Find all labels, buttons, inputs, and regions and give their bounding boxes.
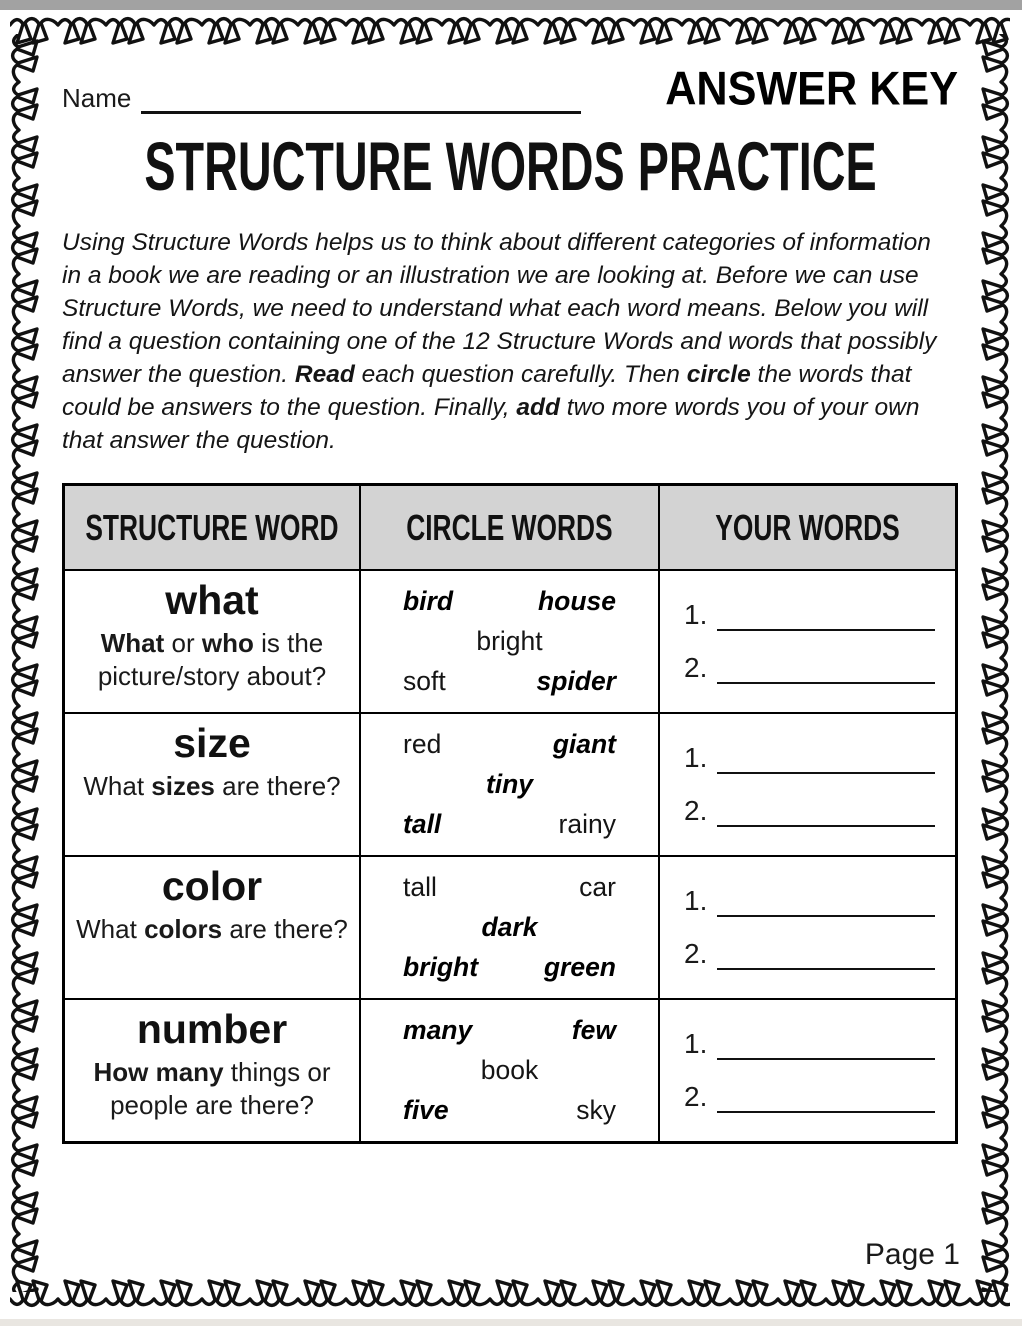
structure-word: color [161,863,263,909]
answer-blank-line [717,603,935,631]
table-row [65,569,955,712]
circle-words-line [361,666,658,697]
circle-word-answer: bird [403,586,454,616]
your-words-number: 2. [684,1080,708,1112]
answer-blank-line [717,942,935,970]
your-words-line [684,599,955,631]
structure-word-question: What sizes are there? [83,771,341,801]
header-your-words-label: YOUR WORDS [715,506,900,548]
circle-words-cell [361,712,660,855]
circle-word: soft [403,666,446,696]
circle-word-answer: dark [481,912,538,942]
header-circle-words [361,486,660,569]
circle-words-cell [361,569,660,712]
circle-word: sky [576,1095,616,1125]
circle-word: bright [476,626,543,656]
circle-words-line [361,769,658,800]
doodle-border-left [10,34,44,1292]
structure-word-cell [65,998,361,1141]
doodle-border-bottom [10,1274,1010,1308]
table-row [65,855,955,998]
instructions-paragraph: Using Structure Words helps us to think about different categories of information in a book we are reading or an illustration we are looking at. Before we can use Structure Words, we need to understand what each word means. Below you will find a question containing one of the 12 Structure Words and words that possibly answer the question. Read each question carefully. Then circle the words that could be answers to the question. Finally, add two more words you of your own that answer the question. [62,229,937,454]
circle-word-answer: tiny [485,769,534,799]
scan-edge-bottom [0,1319,1022,1326]
circle-word: rainy [558,809,616,839]
circle-words-line [361,1055,658,1086]
your-words-line [684,1028,955,1060]
circle-words-line [361,872,658,903]
your-words-cell [660,712,955,855]
your-words-line [684,885,955,917]
scan-edge-top [0,0,1022,10]
page-number: Page 1 [864,1238,960,1271]
your-words-number: 2. [684,794,708,826]
table-row [65,998,955,1141]
circle-word: car [579,872,616,902]
your-words-number: 1. [684,742,708,774]
structure-word-cell [65,855,361,998]
header-your-words [660,486,955,569]
answer-blank-line [717,1032,935,1060]
circle-words-line [361,809,658,840]
your-words-number: 1. [684,1028,708,1060]
circle-word-answer: many [403,1015,473,1045]
circle-words-line [361,729,658,760]
structure-word: number [136,1006,288,1052]
answer-blank-line [717,1085,935,1113]
answer-key-label: ANSWER KEY [665,61,958,115]
structure-word-question: What or who is the picture/story about? [97,628,327,691]
circle-word-answer: house [537,586,616,616]
circle-word-answer: tall [403,809,442,839]
circle-words-line [361,626,658,657]
answer-blank-line [717,799,935,827]
your-words-number: 2. [684,937,708,969]
circle-word-answer: giant [552,729,616,759]
your-words-line [684,938,955,970]
worksheet-content [62,58,958,1144]
circle-word-answer: bright [403,952,479,982]
your-words-line [684,1081,955,1113]
circle-words-line [361,586,658,617]
your-words-cell [660,569,955,712]
structure-word-question: What colors are there? [76,914,348,944]
circle-word: red [403,729,442,759]
circle-words-line [361,952,658,983]
your-words-cell [660,998,955,1141]
circle-word: book [480,1055,539,1085]
worksheet-header [62,58,958,116]
table-header-row [65,486,955,569]
circle-word-answer: five [403,1095,449,1125]
answer-blank-line [717,746,935,774]
your-words-number: 1. [684,599,708,631]
name-blank-line [141,87,581,114]
circle-word-answer: few [571,1015,616,1045]
circle-words-line [361,1015,658,1046]
table-row [65,712,955,855]
circle-words-cell [361,998,660,1141]
structure-word: size [173,720,251,766]
circle-words-line [361,912,658,943]
your-words-line [684,795,955,827]
header-circle-words-label: CIRCLE WORDS [406,506,613,548]
circle-word: tall [403,872,437,902]
structure-words-table [62,483,958,1144]
header-structure-word [65,486,361,569]
name-field [62,83,581,116]
title-wrap [62,128,958,206]
circle-words-line [361,1095,658,1126]
your-words-cell [660,855,955,998]
answer-blank-line [717,889,935,917]
header-structure-word-label: STRUCTURE WORD [85,506,339,548]
name-label: Name [62,83,132,113]
structure-word-question: How many things or people are there? [93,1057,331,1120]
doodle-border-top [10,16,1010,50]
table-body [65,569,955,1141]
your-words-number: 1. [684,885,708,917]
structure-word: what [165,577,259,623]
page-title: STRUCTURE WORDS PRACTICE [143,128,877,206]
structure-word-cell [65,712,361,855]
doodle-border-right [976,34,1010,1292]
circle-word-answer: spider [536,666,616,696]
your-words-number: 2. [684,651,708,683]
your-words-line [684,652,955,684]
circle-words-cell [361,855,660,998]
structure-word-cell [65,569,361,712]
circle-word-answer: green [543,952,616,982]
your-words-line [684,742,955,774]
answer-blank-line [717,656,935,684]
